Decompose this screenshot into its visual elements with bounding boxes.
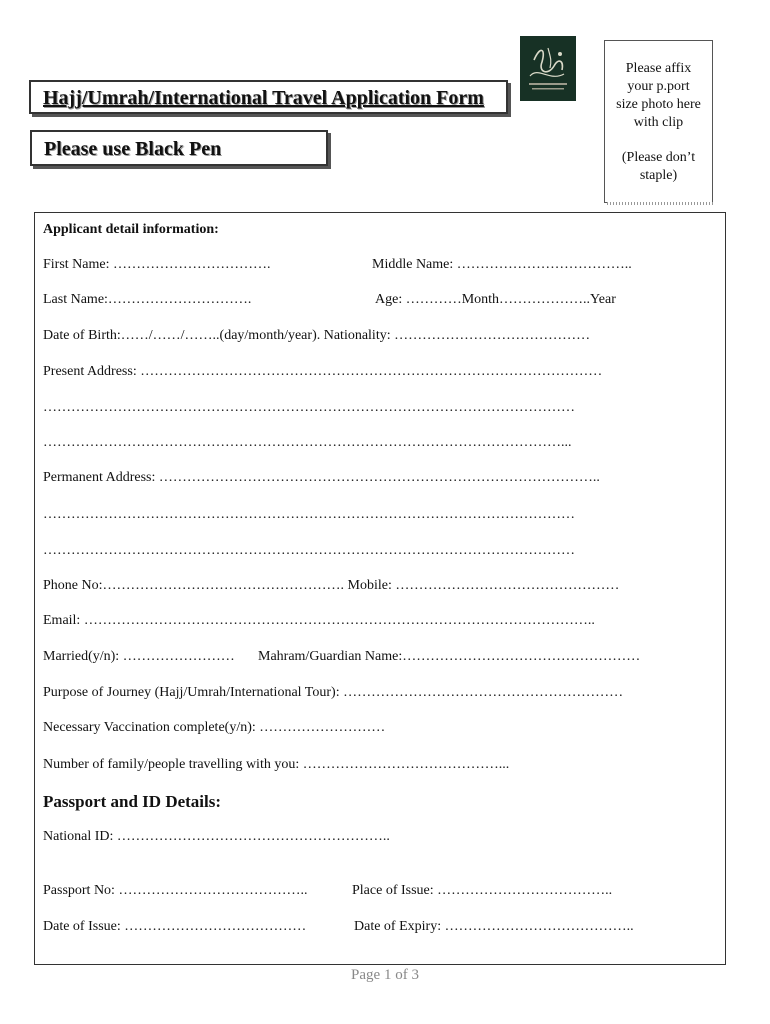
age-field[interactable]: Age: …………Month………………..Year	[375, 292, 616, 307]
phone-mobile-field[interactable]: Phone No:……………………………………………. Mobile: …………………………………………	[43, 578, 620, 593]
present-address-line-2[interactable]: ……………………………………………………………………………………………………	[43, 400, 575, 415]
purpose-of-journey-field[interactable]: Purpose of Journey (Hajj/Umrah/International Tour): ……………………………………………………	[43, 685, 624, 700]
dob-nationality-field[interactable]: Date of Birth:……/……/……..(day/month/year). Nationality: ……………………………………	[43, 328, 591, 343]
married-field[interactable]: Married(y/n): ……………………	[43, 649, 235, 664]
permanent-address-line-2[interactable]: ……………………………………………………………………………………………………	[43, 507, 575, 522]
passport-section-heading: Passport and ID Details:	[43, 792, 222, 811]
passport-no-field[interactable]: Passport No: …………………………………..	[43, 883, 308, 898]
mahram-guardian-field[interactable]: Mahram/Guardian Name:……………………………………………	[258, 649, 641, 664]
email-field[interactable]: Email: ………………………………………………………………………………………………..	[43, 613, 595, 628]
photo-instruction-line: with clip	[633, 115, 684, 130]
calligraphy-logo	[520, 36, 576, 101]
date-of-expiry-field[interactable]: Date of Expiry: …………………………………..	[354, 919, 634, 934]
first-name-field[interactable]: First Name: …………………………….	[43, 257, 271, 272]
permanent-address-line-3[interactable]: ……………………………………………………………………………………………………	[43, 543, 575, 558]
instruction-text: Please use Black Pen	[44, 138, 222, 160]
family-count-field[interactable]: Number of family/people travelling with you: ……………………………………...	[43, 757, 510, 772]
middle-name-field[interactable]: Middle Name: ………………………………..	[372, 257, 632, 272]
photo-instruction-line: size photo here	[616, 97, 701, 112]
photo-instruction-line: staple)	[639, 168, 678, 183]
national-id-field[interactable]: National ID: …………………………………………………..	[43, 829, 390, 844]
photo-instruction-line: your p.port	[627, 79, 690, 94]
photo-instruction-line: Please affix	[625, 61, 692, 76]
photo-box-shadow	[607, 202, 713, 205]
instruction-box	[30, 130, 328, 166]
date-of-issue-field[interactable]: Date of Issue: …………………………………	[43, 919, 307, 934]
form-title: Hajj/Umrah/International Travel Application Form	[43, 87, 484, 109]
present-address-field[interactable]: Present Address: ………………………………………………………………………………………	[43, 364, 603, 379]
form-title-box	[29, 80, 508, 114]
last-name-field[interactable]: Last Name:………………………….	[43, 292, 252, 307]
page-number: Page 1 of 3	[351, 967, 419, 983]
passport-photo-box	[604, 40, 713, 203]
permanent-address-field[interactable]: Permanent Address: …………………………………………………………………………………..	[43, 470, 600, 485]
vaccination-field[interactable]: Necessary Vaccination complete(y/n): ………………………	[43, 720, 386, 735]
place-of-issue-field[interactable]: Place of Issue: ………………………………..	[352, 883, 613, 898]
present-address-line-3[interactable]: …………………………………………………………………………………………………...	[43, 435, 572, 450]
photo-instruction-line: (Please don’t	[621, 150, 696, 165]
applicant-section-heading: Applicant detail information:	[43, 222, 219, 237]
